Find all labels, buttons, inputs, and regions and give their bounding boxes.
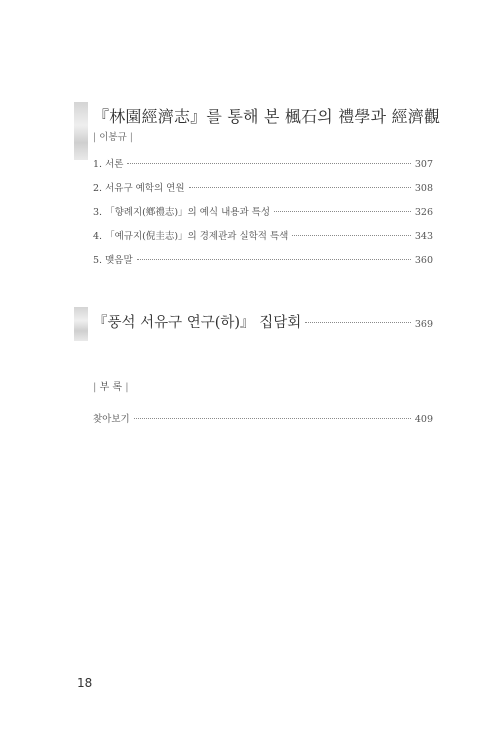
dot-leader [127,163,410,164]
author-name: | 이봉규 | [93,132,133,143]
appendix-label: 부 록 [99,382,123,393]
section-title: 『林園經濟志』를 통해 본 楓石의 禮學과 經濟觀 [93,107,441,126]
dot-leader [305,322,411,323]
toc-entry-label: 1. 서론 [93,159,124,170]
toc-entry-page: 307 [414,159,433,170]
toc-entry-label: 5. 맺음말 [93,255,133,266]
toc-entry[interactable] [93,252,433,268]
discussion-page: 369 [414,319,433,330]
index-entry-label: 찾아보기 [93,414,130,425]
toc-entry-label: 4. 「예규지(倪圭志)」의 경제관과 실학적 특색 [93,231,289,242]
index-entry-page: 409 [414,414,433,425]
dot-leader [292,235,411,236]
index-entry[interactable] [93,411,433,427]
toc-entry[interactable] [93,180,433,196]
toc-entry-page: 308 [414,183,433,194]
toc-entry-label: 2. 서유구 예학의 연원 [93,183,185,194]
toc-entry-page: 343 [414,231,433,242]
discussion-decoration-bar [74,307,88,341]
toc-entry[interactable] [93,204,433,220]
toc-entry-page: 326 [414,207,433,218]
discussion-title: 『풍석 서유구 연구(하)』 집담회 [93,315,302,331]
toc-entry-page: 360 [414,255,433,266]
toc-entry[interactable] [93,156,433,172]
page-number: 18 [77,676,93,690]
dot-leader [137,259,411,260]
dot-leader [274,211,411,212]
dot-leader [189,187,411,188]
appendix-heading: | 부 록 | [93,382,129,393]
dot-leader [134,418,411,419]
author-label: 이봉규 [99,132,127,143]
toc-entry[interactable] [93,228,433,244]
section-decoration-bar [74,102,88,160]
discussion-entry[interactable] [93,311,433,332]
toc-entry-label: 3. 「향례지(鄕禮志)」의 예식 내용과 특성 [93,207,271,218]
